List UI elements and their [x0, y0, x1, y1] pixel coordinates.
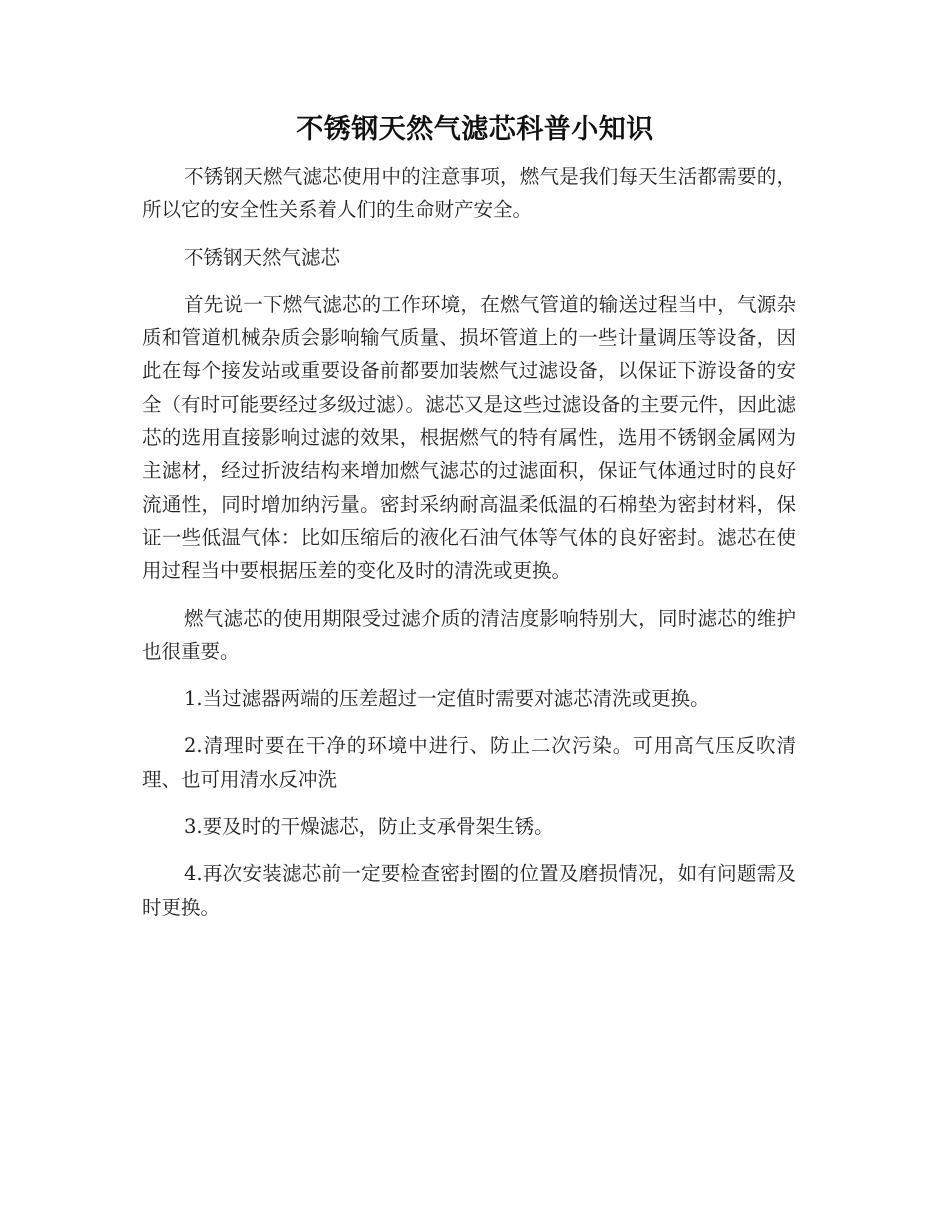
paragraph-subheading: 不锈钢天然气滤芯: [184, 245, 341, 269]
list-item-2: 2.清理时要在干净的环境中进行、防止二次污染。可用高气压反吹清理、也可用清水反冲洗: [142, 734, 796, 791]
list-item-4: 4.再次安装滤芯前一定要检查密封圈的位置及磨损情况，如有问题需及时更换。: [142, 862, 796, 919]
paragraph-working-environment: 首先说一下燃气滤芯的工作环境，在燃气管道的输送过程当中，气源杂质和管道机械杂质会影响输气质量、损坏管道上的一些计量调压等设备，因此在每个接发站或重要设备前都要加装燃气过滤设备，以保证下游设备的安全（有时可能要经过多级过滤）。滤芯又是这些过滤设备的主要元件，因此滤芯的选用直接影响过滤的效果，根据燃气的特有属性，选用不锈钢金属网为主滤材，经过折波结构来增加燃气滤芯的过滤面积，保证气体通过时的良好流通性，同时增加纳污量。密封采纳耐高温柔低温的石棉垫为密封材料，保证一些低温气体：比如压缩后的液化石油气体等气体的良好密封。滤芯在使用过程当中要根据压差的变化及时的清洗或更换。: [142, 292, 796, 583]
document-title: 不锈钢天然气滤芯科普小知识: [296, 114, 654, 145]
list-item-3: 3.要及时的干燥滤芯，防止支承骨架生锈。: [184, 815, 554, 839]
paragraph-intro: 不锈钢天燃气滤芯使用中的注意事项，燃气是我们每天生活都需要的，所以它的安全性关系着人们的生命财产安全。: [142, 165, 796, 222]
paragraph-maintenance-intro: 燃气滤芯的使用期限受过滤介质的清洁度影响特别大，同时滤芯的维护也很重要。: [142, 606, 796, 663]
document-body: [142, 160, 796, 938]
list-item-1: 1.当过滤器两端的压差超过一定值时需要对滤芯清洗或更换。: [184, 687, 710, 711]
